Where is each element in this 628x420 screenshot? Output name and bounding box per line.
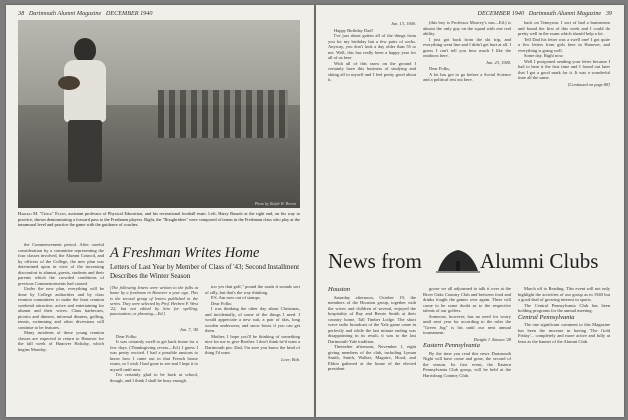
paragraph: P.S. Am now out of stamps. [211,295,261,300]
section-heading-eastern-pennsylvania: Eastern Pennsylvania [423,342,480,349]
banner-alumni-clubs: Alumni Clubs [480,249,599,273]
right-magazine-title: Dartmouth Alumni Magazine [528,10,602,17]
paragraph: Tell Dad his letter was a swell one! I got quite a few letters from girls here in Hanover, and everything is going well. [518,36,610,53]
paragraph: back on Tennyson. I sort of had a brainstorm and found the first of this week and I could do pretty well in the exam which should help a lot. [518,20,610,36]
left-issue-date: DECEMBER 1940 [105,10,153,17]
left-column-2 [110,326,198,416]
player-torso [64,60,106,122]
paragraph: the Commencement period. After careful consideration by a committee representing the four classes involved, the Alumni Council, and by officers of the College, the new plan was determined upon in view of the increasing discomfort to alumni, guests, students and their parents which the crowded conditions of previous Commencements had caused. [18,242,104,286]
editor-note: [The following letters were written to the folks at home by a freshman in Hanover a year ago. This is the second group of letters published in the series. They were selected by Prof. Herbert F. West '22, but not edited by him for spelling, punctuation, or phrasing.—Ed.] [110,285,198,317]
alumni-clubs-banner [328,245,610,277]
article-title: A Freshman Writes Home [110,245,260,261]
paragraph: I just got back from the ski trip, and everything went fine and I didn't get hurt at all. I guess I can't tell you how much I like the outdoors here. [423,36,511,58]
photo-credit: Photo by Ralph W. Brown [254,201,296,206]
paragraph: too yes that golf," pound the roads it sounds sort of silly, but that's the way thinking. [205,284,300,295]
paragraph: A lot has got to go before a Social Science and a political test out here. [423,71,511,82]
greeting: Happy Birthday Dad! [334,27,373,33]
photo-caption [18,211,300,228]
paragraph: goose we all adjourned to talk it over at the River Oaks Country Club and between food and drinks fought the games over again. There will come to be some doubt as to the respective talents of our golfers. [423,286,511,313]
right-column-2 [423,20,511,230]
right-issue-date: DECEMBER 1940 [477,10,525,17]
magazine-spread [6,5,624,417]
paragraph: Thereafter afternoon, November 1, eight giving members of the club, including Lyman Smith, Smith, Walker, Maguire, Hood, and Eldon gathered at the home of the elected president. [328,344,416,371]
paragraph: Well I postponed sending your letter because I had to hear it the first time and I found out later that I got a good mark for it. It was a wonderful time all the same. [518,58,610,80]
caption-text: assistant professor of Physical Education, and his recreational football team. Left, Harry Bassett at the right end, on his way to practice, shown demonstrating a forward pass to the Freshmen players. Right, the "Roughriders" were composed of teams in the Freshman class who play at the intramural level and practice the game with the guidance of coaches. [18,211,300,228]
paragraph: (this boy is Professor Moorey's son—Ed.) is almost the only guy on the squad with one real ability. [423,20,511,36]
paragraph: Mother, I hope you'll be thinking of something nice for me to give Brother. I don't think he'd want a Dartmouth pin. Dad, I'm sure you know the kind of thing I'd want. [205,333,300,355]
photo-player [56,38,116,188]
paragraph: Some day. Right now. [524,53,564,58]
paragraph: Someone, however, has no need for worry until next year for according to the rules the "Green Jug" is his until our next annual tournament. [423,313,511,335]
letter-date: Jan. 13, 1940. [391,21,416,26]
letter-signature: Love, Bob. [281,356,300,362]
right-column-3 [518,20,610,230]
paragraph: I was thinking the other day about Christmas, and incidentally, of some of the things I need. I would appreciate a new suit, a pair of skis, long woolen underwear, and snow boots if you can get them. [205,306,300,333]
paragraph: I'm certainly glad to be back at school, though, and I think I shall be busy enough. [110,372,198,383]
right-page-number: 39 [605,10,612,17]
greeting: Dear Folks: [116,333,138,339]
left-magazine-title: Dartmouth Alumni Magazine [28,10,102,17]
article-subtitle: Letters of Last Year by Member of Class of '43; Second Installment Describes the Winter Season [110,263,300,280]
paragraph: With all of this snow on the ground I certainly have this business of studying and skiing all to myself and I feel pretty good about it. [328,60,416,82]
section-heading-central-pennsylvania: Central Pennsylvania [518,313,575,321]
right-bottom-column-2 [423,286,511,414]
paragraph: The one significant comment to this Magazine has been the increase in having 'The Gold Friday'... completely and more active and fully at least as the banner of the Alumni Club. [518,322,610,344]
player-head [74,38,96,62]
photo-team [158,90,288,138]
left-column-3 [205,284,300,416]
paragraph: The Central Pennsylvania Club has been holding programs for the annual meeting. [518,302,610,313]
left-column-1 [18,242,104,412]
section-heading-houston: Houston [328,286,351,293]
right-page [316,5,624,417]
right-page-header [328,10,612,20]
caption-lead: Harold M. "Chick" Evans, [18,211,67,216]
paragraph: Many incidents of these young reunion classes are expected to return to Hanover for the fall week of Hanover Holiday, which begins Monday. [18,330,104,352]
player-legs [68,120,102,182]
letter-date: Jan. 7, '40 [179,327,198,332]
football [58,76,80,90]
greeting: Dear Folks, [429,66,450,71]
paragraph: It was certainly swell to get back home for a few days. (Thanksgiving recess—Ed.) I guess I was pretty excited. I had a possible anxious to know how I came out in that French house exam, so I wish I had gone to see and I kept it to myself until now. [110,339,198,372]
paragraph: March off to Reading. This event will not only highlight the activities of our group as in 1940 but a good deal of growing interest in sports. [518,286,610,302]
tree-logo-icon [436,247,480,273]
left-page [6,5,314,417]
left-page-header [18,10,302,20]
football-photo [18,20,300,208]
club-secretary-signature: Dwight J. Simson '28 [473,336,511,342]
right-column-1 [328,20,416,230]
right-bottom-column-3 [518,286,610,414]
continued-note: [Continued on page 88] [567,81,610,87]
greeting: Dear Folks: [211,300,233,306]
letter-date: Jan. 23, 1940. [486,59,511,65]
right-bottom-column-1 [328,286,416,414]
paragraph: I've just about gotten all of the things from you for my birthday but a few pairs of socks. Anyway, you don't look a day older than 55 to me. Well, this has really been a happy year for all of us here. [328,33,416,60]
paragraph: Saturday afternoon, October 19, the members of the Houston group, together with the wives and children of several, enjoyed the hospitality of Ray and Bessie Smith at their country home, Tall Timber Lodge. The short wave radio broadcast of the Yale game came in perfectly and while the last minute ending was disappointing in its result, it was to the last Dartmouth-Yale tradition. [328,294,416,344]
left-page-number: 38 [18,10,25,17]
paragraph: By the time you read this news Dartmouth Night will have come and gone, the second of the season. Its first event, the Eastern Pennsylvania Club group, will be held at the Harrisburg Country Club. [423,350,511,378]
paragraph: Under the new plan, everything will be done by College authorities and by class reunion committees to make the least reunion weekend attractive, active and entertaining for alumni and their wives. Class barbecues, picnics and dinners, informal dinners, golfing, tennis, swimming and other diversions will continue to be features. [18,286,104,330]
banner-news-from: News from [328,249,422,273]
